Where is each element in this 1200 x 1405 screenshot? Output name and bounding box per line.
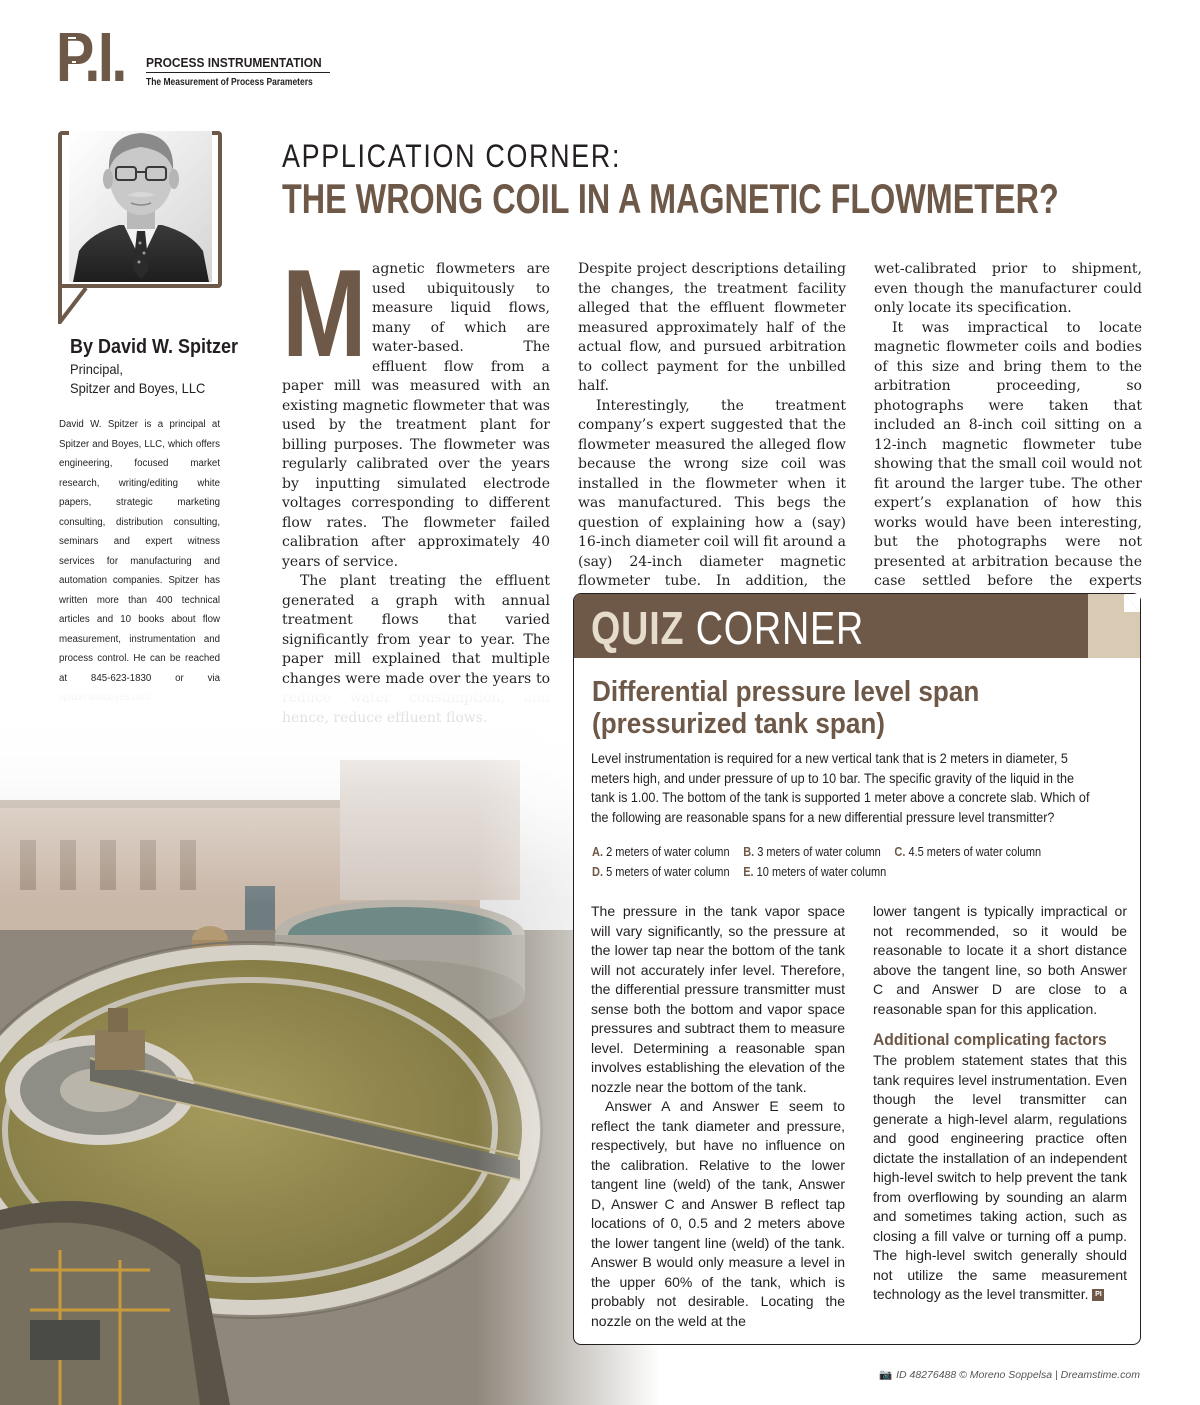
quiz-paragraph-4-text: The problem statement states that this tank requires level instrumentation. Even though the level transmitter can generate a high-level alarm, regulations and good engineering practice often dictate the installation of an independent high-level switch to help prevent the tank from overflowing by sounding an alarm and sometimes taking action, such as closing a fill valve or turning off a pump. The high-level switch generally should not utilize the same measurement technology as the level transmitter. [873, 1052, 1127, 1302]
ruler-icon [56, 24, 78, 88]
quiz-paragraph-1: The pressure in the tank vapor space will vary significantly, so the pressure at the lower tap near the bottom of the tank will not accurately infer level. Therefore, the differential pressure transmitter must sense both the bottom and vapor space pressures and subtract them to measure level. Determining a reasonable span involves establishing the elevation of the nozzle near the bottom of the tank. [591, 903, 845, 1095]
photo-credit [879, 1368, 1140, 1381]
article-paragraph-2: The plant treating the effluent generated a graph with annual treatment flows that varied significantly from year to year. The paper mill explained that multiple changes were made over the years to [282, 573, 550, 687]
section-subtitle: The Measurement of Process Parameters [146, 77, 313, 88]
answer-d: D. 5 meters of water column [592, 864, 730, 879]
answers-row-1 [592, 843, 1052, 863]
article-paragraph-3: Despite project descriptions detailing the changes, the treatment facility alleged that the effluent flowmeter measured approximately half of the actual flow, and pursued arbitration to collect payment for the unbilled half. [578, 261, 846, 394]
treatment-plant-photo [0, 690, 660, 1405]
author-bio: David W. Spitzer is a principal at Spitzer and Boyes, LLC, which offers engineering, focused market research, writing/editing white papers, strategic marketing consulting, distribution consulting, seminars and expert witness services for manufacturing and automation companies. Spitzer has written more than 400 technical articles and 10 books about flow measurement, instrumentation and process control. He can be reached at 845-623-1830 or via [59, 419, 221, 684]
answer-c: C. 4.5 meters of water column [894, 845, 1042, 859]
article-paragraph-4: Interestingly, the treatment company’s expert suggested that the flowmeter measured the alleged flow because the wrong size coil was installed in the flowmeter when it was manufactured. This begs the question of explaining how a (say) 16-inch diameter coil will fit around a (say) 24-inch diameter magnetic flowmeter tube. In addition, the [578, 397, 846, 589]
quiz-end-mark-icon: PI [1092, 1289, 1104, 1301]
quiz-title-light: CORNER [684, 602, 865, 654]
header-divider [146, 72, 330, 73]
answer-b: B. 3 meters of water column [743, 845, 881, 859]
quiz-paragraph-3: lower tangent is typically impractical or not recommended, so it would be reasonable to locate it a short distance above the tangent line, so both Answer C and Answer D are close to a reasonable span for this application. [873, 903, 1127, 1017]
pi-logo: P.I. [56, 18, 125, 96]
quiz-question-title: Differential pressure level span (pressurized tank span) [592, 676, 980, 740]
author-role-line2: Spitzer and Boyes, LLC [70, 380, 206, 396]
quiz-title [591, 600, 864, 656]
speech-tail-icon [58, 284, 88, 324]
quiz-paragraph-2: Answer A and Answer E seem to reflect the tank diameter and pressure, respectively, but have no influence on the calibration. Relative to the lower tangent line (weld) of the tank, Answer D, Answer C and Answer B reflect tap locations of 0, 0.5 and 2 meters above the lower tangent line (weld) of the tank. Answer B would only measure a level in the upper 60% of the tank, which is probably not desirable. Locating the nozzle on the weld at the [591, 1098, 845, 1329]
article-paragraph-1 [282, 245, 550, 572]
photo-credit-text: ID 48276488 © Moreno Soppelsa | Dreamstime.com [896, 1369, 1140, 1381]
author-role [70, 360, 205, 398]
answer-e: E. 10 meters of water column [743, 864, 887, 879]
quiz-column-2 [873, 902, 1127, 1305]
page-fold-icon [1088, 594, 1140, 658]
article-paragraph-1-text: agnetic flowmeters are used ubiquitously to measure liquid flows, many of which are water-based. The effluent flow from a paper mill was measured with an existing magnetic flowmeter that was used by the treatment plant for billing purposes. The flowmeter was regularly calibrated over the years by inputting simulated electrode voltages corresponding to different flow rates. The flowmeter failed calibration after approximately 40 years of service. [282, 261, 550, 570]
article-paragraph-5: wet-calibrated prior to shipment, even though the manufacturer could only locate its specification. [874, 261, 1142, 316]
author-photo [69, 101, 212, 282]
drop-cap: M [282, 245, 367, 383]
answers-row-2 [592, 863, 1052, 883]
article-kicker: APPLICATION CORNER: [282, 138, 622, 174]
author-byline: By David W. Spitzer [70, 336, 239, 358]
quiz-title-bold: QUIZ [591, 602, 685, 654]
article-column-3 [874, 260, 1142, 611]
quiz-column-1 [591, 902, 845, 1331]
article-headline: THE WRONG COIL IN A MAGNETIC FLOWMETER? [282, 175, 1059, 222]
camera-icon: 📷 [879, 1369, 893, 1381]
article-paragraph-6-text: It was impractical to locate magnetic flowmeter coils and bodies of this size and bring them to the arbitration proceeding, so photographs were taken that included an 8-inch coil sitting on a 12-inch magnetic flowmeter tube showing that the small coil would not fit around the larger tube. The other expert’s explanation of how this works would have been interesting, but the photographs were not presented at arbitration because the case settled before the experts [874, 319, 1142, 589]
answer-a: A. 2 meters of water column [592, 845, 730, 859]
author-role-line1: Principal, [70, 361, 123, 377]
section-title: PROCESS INSTRUMENTATION [146, 55, 322, 70]
article-column-2 [578, 260, 846, 611]
article-paragraph-6 [874, 319, 1142, 612]
article-column-1 [282, 245, 550, 728]
quiz-paragraph-4 [873, 1051, 1127, 1305]
quiz-subheading: Additional complicating factors [873, 1030, 1107, 1049]
quiz-answers [592, 843, 1052, 882]
quiz-intro: Level instrumentation is required for a new vertical tank that is 2 meters in diameter, 5 meters high, and under pressure of up to 10 bar. The specific gravity of the liquid in the tank is 1.00. The bottom of the tank is supported 1 meter above a concrete slab. Which of the following are reasonable spans for a new differential pressure level transmitter? [591, 750, 1090, 825]
